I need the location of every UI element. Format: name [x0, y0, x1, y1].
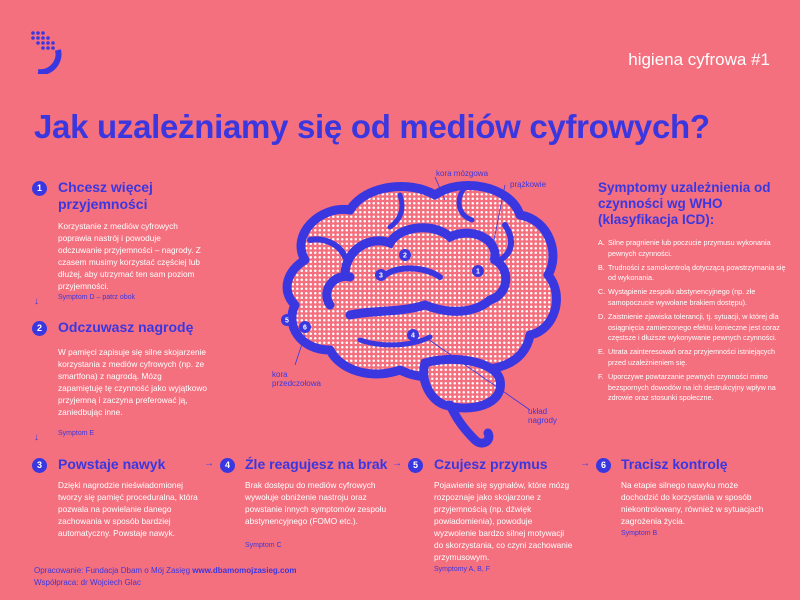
step-4-number: 4 [220, 458, 235, 473]
who-symptom-item [598, 263, 788, 285]
footer-credits [34, 566, 296, 575]
step-4-title: Źle reagujesz na brak [245, 456, 388, 472]
step-3-title: Powstaje nawyk [58, 456, 166, 472]
who-symptom-item [598, 238, 788, 260]
step-6-note: Symptom B [621, 530, 658, 537]
brain-marker-3: 3 [379, 272, 383, 280]
step-6-number: 6 [596, 458, 611, 473]
step-5-note: Symptomy A, B, F [434, 566, 491, 573]
footer-prefix: Opracowanie: Fundacja Dbam o Mój Zasięg [34, 566, 193, 575]
who-symptom-item [598, 372, 788, 404]
step-5-text: Pojawienie się sygnałów, które mózg rozpoznaje jako skojarzone z przyjemnością (np. dźwięk powiadomienia), powoduje wyzwolenie bardzo silnej motywacji do skorzystania, co czyni zachowanie przymusowym. [434, 480, 573, 562]
arrow-down-icon: ↓ [34, 296, 39, 307]
series-label: higiena cyfrowa #1 [628, 50, 770, 69]
brain-marker-5: 5 [285, 317, 289, 325]
step-4-note: Symptom C [245, 542, 282, 549]
symptom-letter: E. [598, 347, 605, 357]
symptom-letter: B. [598, 262, 605, 272]
symptom-letter: A. [598, 238, 605, 247]
step-1-number: 1 [32, 181, 47, 196]
brain-cerebellum-shape [424, 359, 501, 408]
who-symptom-item [598, 287, 788, 309]
label-striatum: prążkowie [510, 180, 547, 189]
step-2-number: 2 [32, 321, 47, 336]
label-prefrontal-cortex: kora przedczołowa [272, 370, 321, 388]
step-1-note: Symptom D – patrz obok [58, 294, 136, 301]
step-2-note: Symptom E [58, 430, 95, 437]
symptom-letter: C. [598, 287, 606, 297]
label-reward-system: układ nagrody [528, 407, 557, 425]
footer-collaboration: Współpraca: dr Wojciech Glac [34, 578, 141, 587]
arrow-right-icon: → [392, 458, 402, 469]
brain-marker-1: 1 [476, 268, 480, 276]
symptom-letter: F. [598, 371, 604, 381]
symptom-text: Trudności z samokontrolą dotyczącą powstrzymania się od wykonania. [608, 262, 786, 283]
step-5-number: 5 [408, 458, 423, 473]
footer-website-link[interactable]: www.dbamomojzasieg.com [192, 566, 297, 575]
brain-marker-2: 2 [403, 252, 407, 260]
step-3-text: Dzięki nagrodzie nieświadomionej tworzy się pamięć proceduralna, która pozwala na powielanie danego zachowania w sposób bardziej automatyczny. Powstaje nawyk. [58, 480, 198, 538]
step-6-text: Na etapie silnego nawyku może dochodzić do korzystania w sposób niekontrolowany, również w sytuacjach zagrożenia życia. [621, 480, 764, 526]
who-symptoms-list [598, 238, 788, 407]
symptom-text: Zaistnienie zjawiska tolerancji, tj. sytuacji, w której dla osiągnięcia zamierzonego efektu konieczne jest coraz częstsze i dłuższe wykonywanie pewnych czynności. [608, 311, 780, 343]
arrow-down-icon: ↓ [34, 432, 39, 443]
step-3-number: 3 [32, 458, 47, 473]
step-5-title: Czujesz przymus [434, 456, 548, 472]
brain-marker-6: 6 [303, 324, 307, 332]
symptom-text: Utrata zainteresowań oraz przyjemności istniejących przed uzależnieniem się. [608, 347, 775, 367]
step-1-title: Chcesz więcej przyjemności [58, 179, 153, 212]
who-symptoms-title: Symptomy uzależnienia od czynności wg WHO (klasyfikacja ICD): [598, 180, 771, 227]
symptom-text: Uporczywe powtarzanie pewnych czynności mimo bezspornych dowodów na ich destrukcyjny wpływ na zdrowie oraz stosunki społeczne. [608, 371, 776, 403]
step-4-text: Brak dostępu do mediów cyfrowych wywołuje obniżenie nastroju oraz powstanie innych symptomów zespołu abstynencyjnego (FOMO etc.). [245, 480, 387, 526]
who-symptom-item [598, 312, 788, 344]
symptom-text: Silne pragnienie lub poczucie przymusu wykonania pewnych czynności. [608, 238, 771, 258]
symptom-letter: D. [598, 311, 606, 321]
logo [28, 30, 64, 74]
step-2-title: Odczuwasz nagrodę [58, 319, 194, 335]
step-2-text: W pamięci zapisuje się silne skojarzenie korzystania z mediów cyfrowych (np. ze smartfona) z nagrodą. Mózg zapamiętuję tę czynność jako wyjątkowo przyjemną i zaczyna preferować ją, zaniedbując inne. [58, 347, 207, 417]
label-cortex: kora mózgowa [436, 169, 489, 178]
who-symptom-item [598, 347, 788, 369]
symptom-text: Wystąpienie zespołu abstynencyjnego (np. złe samopoczucie wywołane brakiem dostępu). [608, 287, 756, 307]
arrow-right-icon: → [204, 458, 214, 469]
step-6-title: Tracisz kontrolę [621, 456, 728, 472]
brain-marker-4: 4 [411, 332, 415, 340]
arrow-right-icon: → [580, 458, 590, 469]
step-1-text: Korzystanie z mediów cyfrowych poprawia nastrój i powoduje odczuwanie przyjemności – nagrody. Z czasem musimy korzystać częściej lub dłużej, aby utrzymać ten sam poziom przyjemności. [58, 221, 201, 291]
page-title: Jak uzależniamy się od mediów cyfrowych? [34, 108, 710, 145]
